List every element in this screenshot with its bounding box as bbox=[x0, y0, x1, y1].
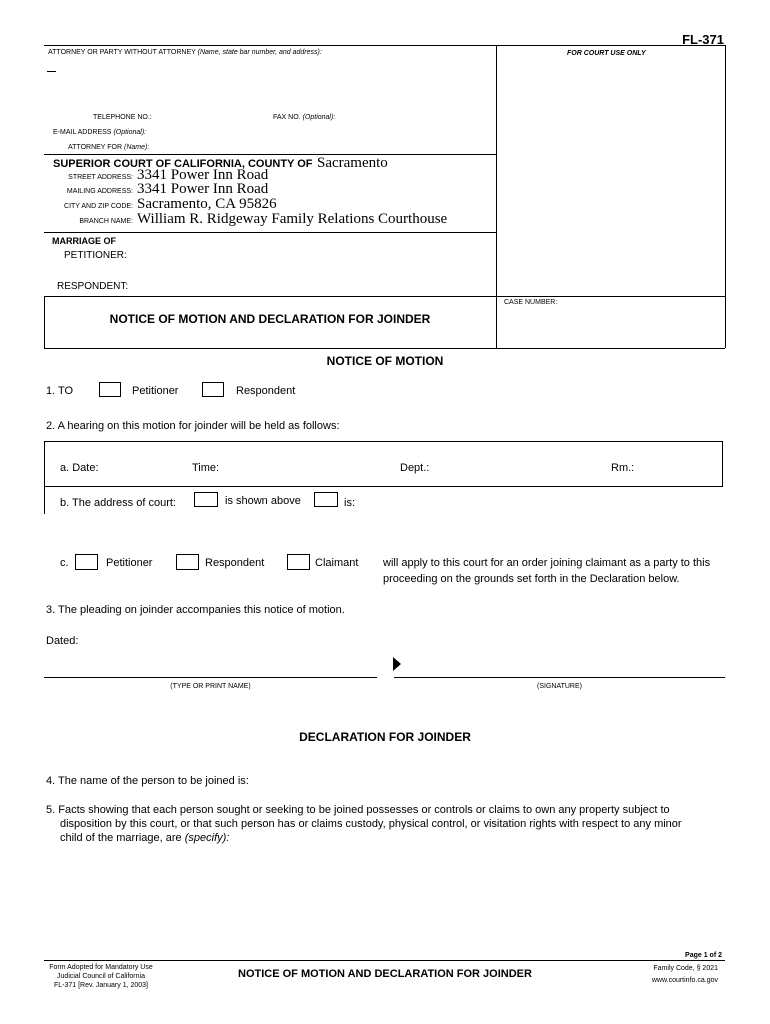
shown-above-label: is shown above bbox=[225, 495, 301, 507]
c-petitioner-label: Petitioner bbox=[106, 557, 153, 569]
parties-section-border bbox=[44, 296, 725, 297]
item5-line1: 5. Facts showing that each person sought or seeking to be joined possesses or controls or claims to own any property subject to bbox=[46, 804, 670, 816]
type-name-label: (TYPE OR PRINT NAME) bbox=[170, 683, 251, 690]
signature-arrow-icon bbox=[392, 656, 402, 672]
address-is-checkbox[interactable] bbox=[314, 492, 338, 507]
city-value: Sacramento, CA 95826 bbox=[137, 196, 277, 212]
court-use-label: FOR COURT USE ONLY bbox=[567, 50, 646, 57]
item4-text: 4. The name of the person to be joined is: bbox=[46, 775, 249, 787]
page-number: Page 1 of 2 bbox=[685, 952, 722, 959]
fax-label: FAX NO. (Optional): bbox=[273, 114, 336, 121]
c-claimant-label: Claimant bbox=[315, 557, 359, 569]
city-label: CITY AND ZIP CODE: bbox=[64, 203, 133, 210]
telephone-label: TELEPHONE NO.: bbox=[93, 114, 152, 121]
address-left-bracket bbox=[44, 486, 45, 514]
attorney-name-dash bbox=[47, 71, 56, 72]
street-value: 3341 Power Inn Road bbox=[137, 167, 269, 183]
address-is-label: is: bbox=[344, 497, 355, 509]
item5-line3: child of the marriage, are (specify): bbox=[60, 832, 230, 844]
c-claimant-checkbox[interactable] bbox=[287, 554, 310, 570]
family-code: Family Code, § 2021 bbox=[653, 965, 718, 972]
footer-rule bbox=[44, 960, 725, 961]
declaration-heading: DECLARATION FOR JOINDER bbox=[299, 730, 471, 744]
website-link[interactable]: www.courtinfo.ca.gov bbox=[651, 977, 718, 984]
form-title: NOTICE OF MOTION AND DECLARATION FOR JOINDER bbox=[109, 312, 431, 326]
caption-bottom-border bbox=[44, 348, 725, 349]
item1-label: 1. TO bbox=[46, 385, 74, 397]
c-petitioner-checkbox[interactable] bbox=[75, 554, 98, 570]
adopted-line2: Judicial Council of California bbox=[57, 973, 145, 980]
item2-text: 2. A hearing on this motion for joinder will be held as follows: bbox=[46, 420, 340, 432]
dated-label: Dated: bbox=[46, 635, 79, 647]
item1-respondent-label: Respondent bbox=[236, 385, 296, 397]
signature-label: (SIGNATURE) bbox=[537, 683, 582, 690]
caption-divider bbox=[496, 45, 497, 348]
c-text-line2: proceeding on the grounds set forth in the Declaration below. bbox=[383, 573, 680, 585]
item1-respondent-checkbox[interactable] bbox=[202, 382, 224, 397]
rm-label: Rm.: bbox=[611, 462, 635, 474]
mailing-label: MAILING ADDRESS: bbox=[66, 188, 133, 195]
dept-label: Dept.: bbox=[400, 462, 430, 474]
c-text-line1: will apply to this court for an order joining claimant as a party to this bbox=[383, 557, 711, 569]
signature-line[interactable] bbox=[394, 677, 725, 678]
case-number-label: CASE NUMBER: bbox=[504, 299, 558, 306]
street-label: STREET ADDRESS: bbox=[68, 174, 133, 181]
item5-line2: disposition by this court, or that such person has or claims custody, physical control, or visitation rights with respect to any minor bbox=[60, 818, 682, 830]
court-section-border bbox=[44, 232, 496, 233]
marriage-of-label: MARRIAGE OF bbox=[52, 236, 116, 246]
notice-heading: NOTICE OF MOTION bbox=[326, 354, 444, 368]
court-heading: SUPERIOR COURT OF CALIFORNIA, COUNTY OF Sacramento bbox=[53, 155, 388, 171]
item-c-label: c. bbox=[60, 557, 69, 569]
attorney-label: ATTORNEY OR PARTY WITHOUT ATTORNEY (Name, state bar number, and address): bbox=[48, 49, 322, 56]
caption-right-border bbox=[725, 45, 726, 348]
item1-petitioner-checkbox[interactable] bbox=[99, 382, 121, 397]
adopted-line1: Form Adopted for Mandatory Use bbox=[49, 964, 153, 971]
date-label: a. Date: bbox=[60, 462, 99, 474]
time-label: Time: bbox=[192, 462, 220, 474]
branch-label: BRANCH NAME: bbox=[79, 218, 133, 225]
adopted-line3: FL-371 [Rev. January 1, 2003] bbox=[53, 982, 149, 989]
county-value: Sacramento bbox=[316, 155, 388, 171]
branch-value: William R. Ridgeway Family Relations Courthouse bbox=[137, 211, 448, 227]
caption-top-border bbox=[44, 45, 725, 46]
attorney-for-label: ATTORNEY FOR (Name): bbox=[68, 144, 150, 151]
petitioner-label: PETITIONER: bbox=[64, 250, 127, 261]
email-label: E-MAIL ADDRESS (Optional): bbox=[53, 129, 147, 136]
footer-title: NOTICE OF MOTION AND DECLARATION FOR JOINDER bbox=[238, 968, 532, 980]
shown-above-checkbox[interactable] bbox=[194, 492, 218, 507]
item1-petitioner-label: Petitioner bbox=[132, 385, 179, 397]
name-line[interactable] bbox=[44, 677, 377, 678]
c-respondent-label: Respondent bbox=[205, 557, 265, 569]
respondent-label: RESPONDENT: bbox=[57, 281, 129, 292]
mailing-value: 3341 Power Inn Road bbox=[137, 181, 269, 197]
form-number: FL-371 bbox=[682, 32, 724, 47]
item3-text: 3. The pleading on joinder accompanies this notice of motion. bbox=[46, 604, 345, 616]
address-label: b. The address of court: bbox=[60, 497, 176, 509]
adopted-block bbox=[40, 963, 162, 990]
c-respondent-checkbox[interactable] bbox=[176, 554, 199, 570]
